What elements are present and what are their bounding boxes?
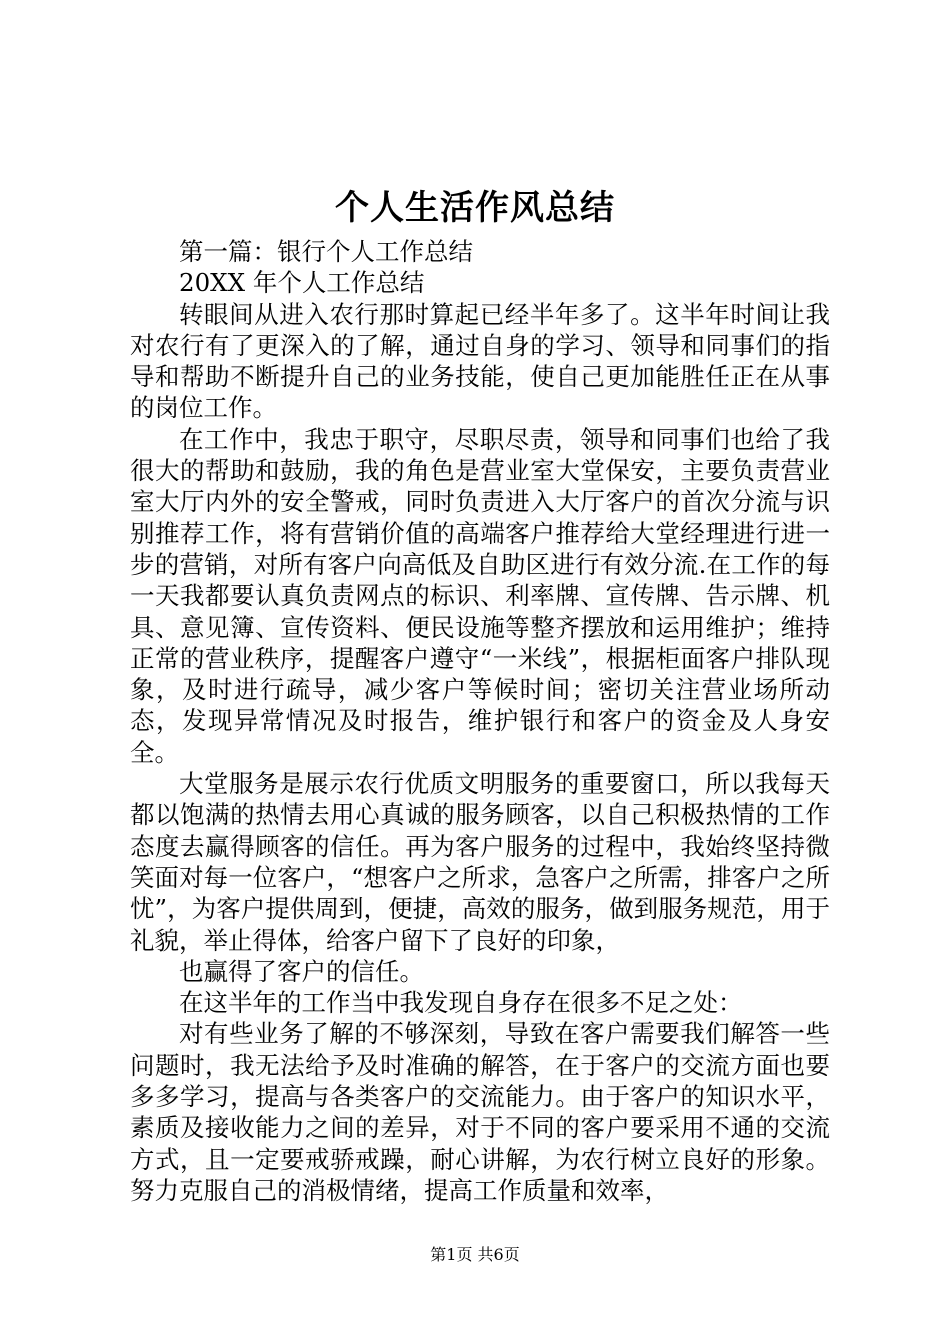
paragraph: 对有些业务了解的不够深刻，导致在客户需要我们解答一些问题时，我无法给予及时准确的解答，在于客户的交流方面也要多多学习，提高与各类客户的交流能力。由于客户的知识水平，素质及接收能力之间的差异，对于不同的客户要采用不通的交流方式，且一定要戒骄戒躁，耐心讲解，为农行树立良好的形象。努力克服自己的消极情绪，提高工作质量和效率， (130, 1019, 830, 1205)
paragraph: 第一篇：银行个人工作总结 (179, 237, 473, 266)
document-body (130, 236, 830, 1206)
paragraph: 20XX 年个人工作总结 (179, 268, 425, 298)
paragraph: 转眼间从进入农行那时算起已经半年多了。这半年时间让我对农行有了更深入的了解，通过自身的学习、领导和同事们的指导和帮助不断提升自己的业务技能，使自己更加能胜任正在从事的岗位工作。 (130, 299, 830, 423)
page-number-footer: 第1页 共6页 (430, 1245, 520, 1264)
paragraph: 大堂服务是展示农行优质文明服务的重要窗口，所以我每天都以饱满的热情去用心真诚的服务顾客，以自己积极热情的工作态度去赢得顾客的信任。再为客户服务的过程中，我始终坚持微笑面对每一位客户，“想客户之所求，急客户之所需，排客户之所忧”，为客户提供周到，便捷，高效的服务，做到服务规范，用于礼貌，举止得体，给客户留下了良好的印象， (130, 769, 830, 955)
paragraph: 在工作中，我忠于职守，尽职尽责，领导和同事们也给了我很大的帮助和鼓励，我的角色是营业室大堂保安，主要负责营业室大厅内外的安全警戒，同时负责进入大厅客户的首次分流与识别推荐工作，将有营销价值的高端客户推荐给大堂经理进行进一步的营销，对所有客户向高低及自助区进行有效分流.在工作的每一天我都要认真负责网点的标识、利率牌、宣传牌、告示牌、机具、意见簿、宣传资料、便民设施等整齐摆放和运用维护；维持正常的营业秩序，提醒客户遵守“一米线”，根据柜面客户排队现象，及时进行疏导，减少客户等候时间；密切关注营业场所动态，发现异常情况及时报告，维护银行和客户的资金及人身安全。 (130, 424, 830, 767)
document-title: 个人生活作风总结 (335, 188, 615, 228)
paragraph: 也赢得了客户的信任。 (179, 956, 424, 986)
paragraph: 在这半年的工作当中我发现自身存在很多不足之处： (179, 988, 743, 1018)
